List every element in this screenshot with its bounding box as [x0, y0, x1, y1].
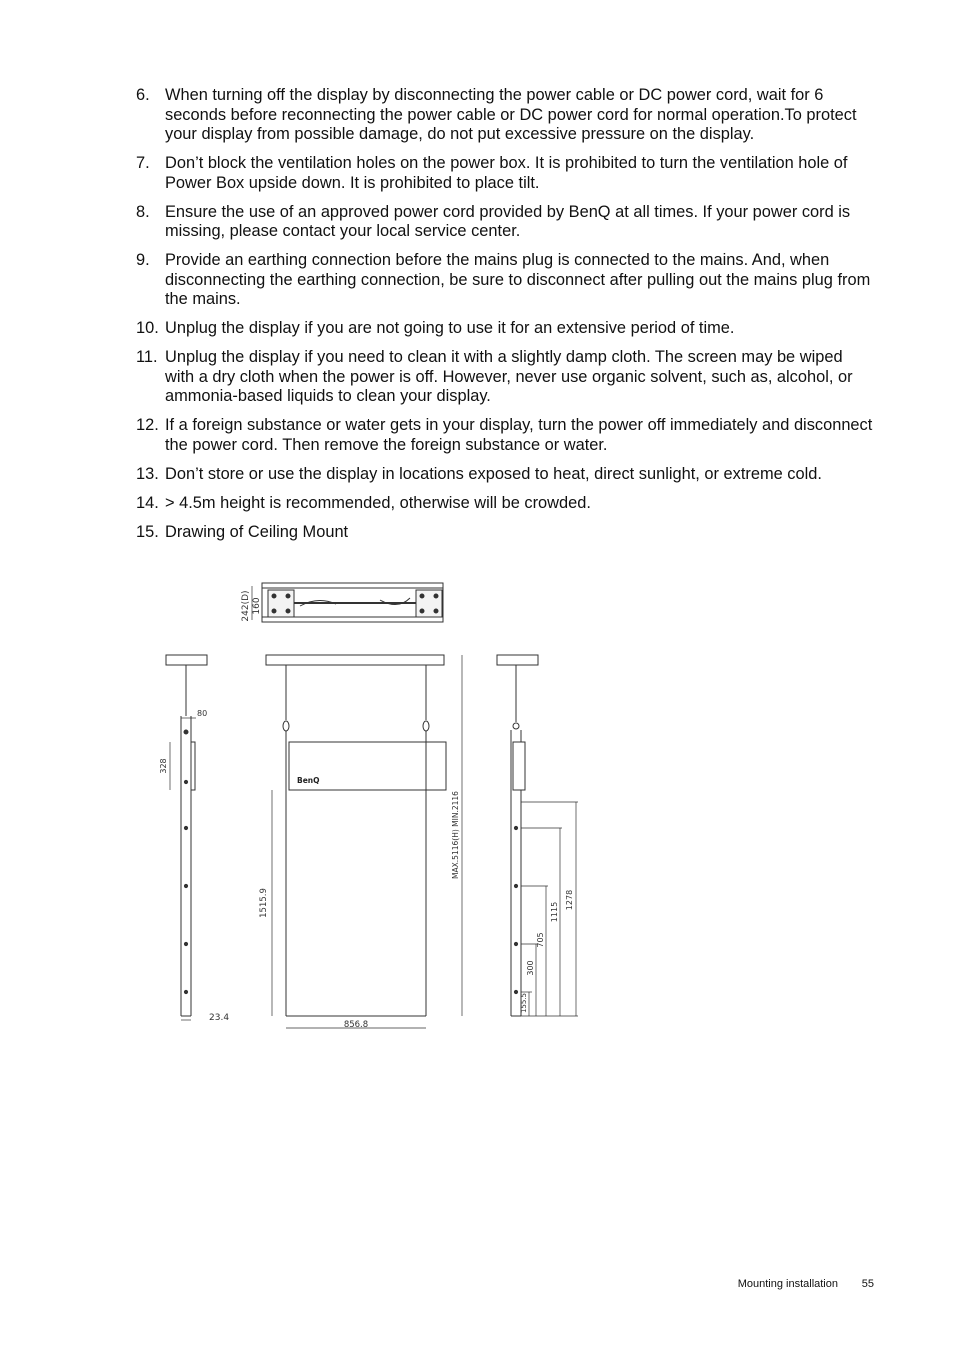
dim-top-depth: 242(D)	[241, 590, 251, 622]
list-item	[136, 154, 876, 193]
item-text: Unplug the display if you need to clean it with a slightly damp cloth. The screen may be wiped with a dry cloth when the power is off. However, never use organic solvent, such as, alcohol, or ammonia-based liquids to clean your display.	[165, 348, 853, 405]
dim-panel-height: 1515.9	[259, 888, 269, 918]
list-item	[136, 523, 876, 543]
dim-r1: 1278	[565, 889, 574, 911]
left-side-view	[159, 655, 229, 1023]
list-item	[136, 494, 876, 514]
right-side-view	[497, 655, 578, 1016]
item-text: > 4.5m height is recommended, otherwise will be crowded.	[165, 493, 591, 512]
ceiling-mount-drawing	[150, 578, 590, 1038]
list-item	[136, 465, 876, 485]
item-text: Provide an earthing connection before the mains plug is connected to the mains. And, when disconnecting the earthing connection, be sure to disconnect after pulling out the mains plug from the mains.	[165, 251, 871, 308]
item-number: 10.	[136, 319, 159, 337]
list-item	[136, 348, 876, 407]
list-item	[136, 251, 876, 310]
brand-logo: BenQ	[297, 776, 320, 785]
safety-instructions-list	[136, 86, 876, 552]
dim-panel-width: 856.8	[343, 1020, 369, 1030]
item-text: Ensure the use of an approved power cord provided by BenQ at all times. If your power cord is missing, please contact your local service center.	[165, 202, 851, 240]
item-number: 12.	[136, 416, 159, 434]
front-view	[259, 655, 462, 1030]
dim-top-inner: 160	[252, 597, 262, 615]
dim-side-bracket: 80	[197, 709, 208, 718]
item-number: 7.	[136, 154, 150, 172]
item-number: 13.	[136, 464, 159, 483]
dim-r2: 1115	[550, 901, 559, 923]
dim-side-box-height: 328	[159, 758, 168, 774]
item-text: Unplug the display if you are not going to use it for an extensive period of time.	[165, 319, 735, 337]
item-number: 14.	[136, 493, 159, 512]
list-item	[136, 319, 876, 339]
list-item	[136, 416, 876, 455]
dim-r4: 300	[526, 960, 535, 976]
page-number: 55	[861, 1278, 874, 1290]
dim-r3: 705	[536, 932, 545, 948]
item-number: 6.	[136, 86, 150, 104]
dim-r5: 155.5	[520, 992, 528, 1014]
item-text: Don’t store or use the display in locations exposed to heat, direct sunlight, or extreme cold.	[165, 464, 822, 483]
item-number: 9.	[136, 251, 150, 269]
footer-section-title: Mounting installation	[737, 1278, 838, 1290]
item-text: When turning off the display by disconnecting the power cable or DC power cord, wait for 6 seconds before reconnecting the power cable or DC power cord for normal operation.To protect your display from possible damage, do not put excessive pressure on the display.	[165, 86, 857, 143]
dim-thickness: 23.4	[209, 1013, 230, 1023]
list-item	[136, 86, 876, 145]
item-number: 11.	[136, 348, 158, 366]
item-number: 8.	[136, 202, 150, 221]
list-item	[136, 203, 876, 242]
dim-total-height: MAX.5116(H) MIN.2116	[451, 791, 460, 879]
top-view	[241, 583, 443, 622]
item-text: If a foreign substance or water gets in your display, turn the power off immediately and disconnect the power cord. Then remove the foreign substance or water.	[165, 416, 873, 454]
item-text: Don’t block the ventilation holes on the power box. It is prohibited to turn the ventilation hole of Power Box upside down. It is prohibited to place tilt.	[165, 154, 848, 192]
item-number: 15.	[136, 522, 159, 541]
item-text: Drawing of Ceiling Mount	[165, 522, 349, 541]
